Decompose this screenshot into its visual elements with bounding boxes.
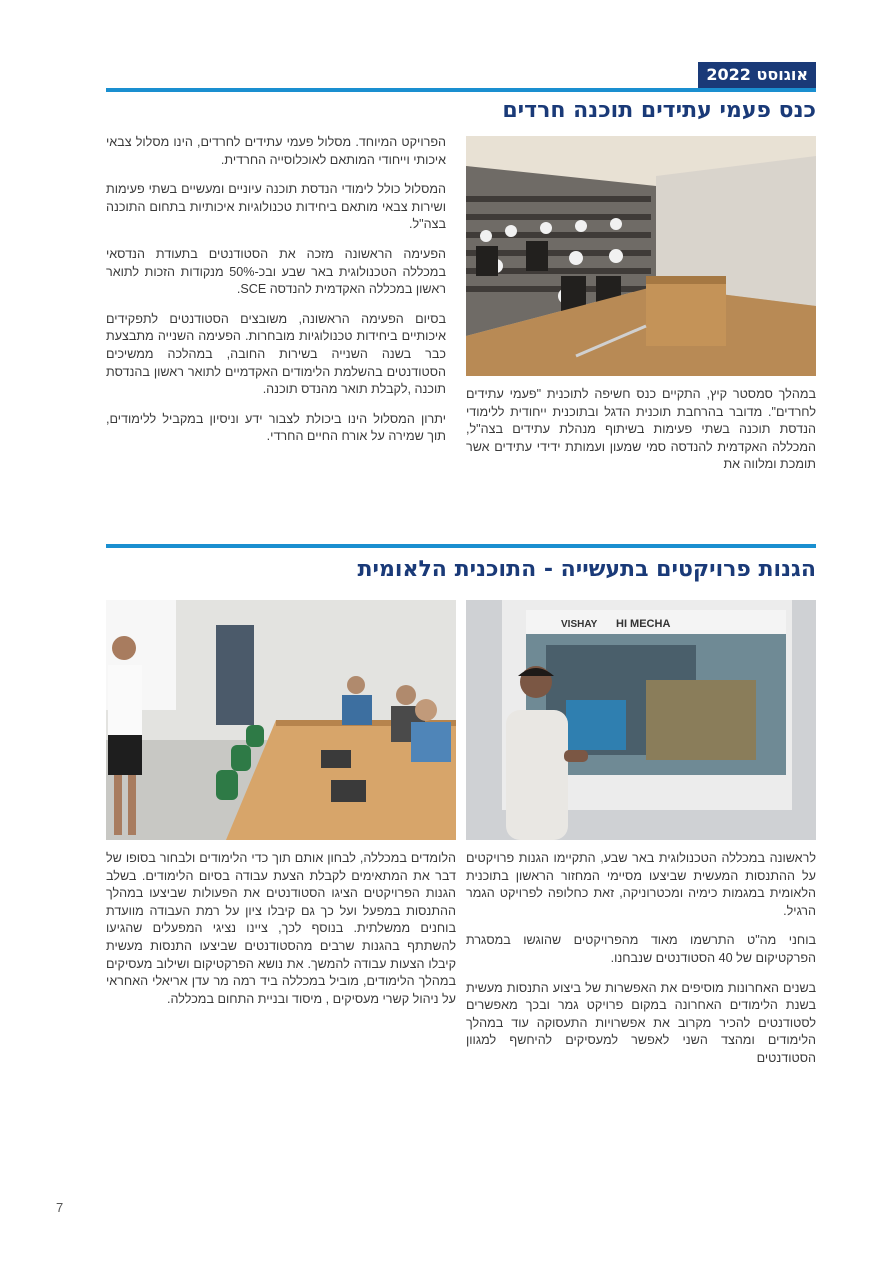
- section2-title: הגנות פרויקטים בתעשייה - התוכנית הלאומית: [357, 557, 816, 582]
- projector-logo: VISHAY: [561, 619, 598, 630]
- section2-left-body: [106, 850, 456, 1020]
- page-number: 7: [56, 1200, 64, 1215]
- section1-top-rule: [106, 88, 816, 92]
- panel-photo: [106, 600, 456, 840]
- section1-paragraph: הפרויקט המיוחד. מסלול פעמי עתידים לחרדים, הינו מסלול צבאי איכותי וייחודי המותאם לאוכלוסייה החרדית.: [106, 135, 446, 167]
- section1-paragraph: הפעימה הראשונה מזכה את הסטודנטים בתעודת הנדסאי במכללה הטכנולוגית באר שבע ובכ-50% מנקודות הזכות לתואר ראשון במכללה האקדמית להנדסה SCE.: [106, 246, 446, 297]
- projector-title: HI MECHA: [616, 618, 671, 630]
- section2-right-body: [466, 850, 816, 1080]
- section1-body: [106, 134, 446, 458]
- section1-paragraph: המסלול כולל לימודי הנדסת תוכנה עיוניים ומעשיים בשתי פעימות ושירות צבאי מותאם ביחידות טכנולוגיות איכותיות בתחום התוכנה בצה"ל.: [106, 182, 446, 232]
- section2-top-rule: [106, 544, 816, 548]
- section2-paragraph: הלומדים במכללה, לבחון אותם תוך כדי הלימודים ולבחור בסופו של דבר את המתאימים לקבלת הצעת עבודה בסיום הלימודים. בשלב הגנות הפרויקטים הציגו הסטודנטים את הפעולות שביצעו במהלך ההתנסות במפעל ועל כך גם קיבלו ציון על רמת העבודה מוועדת בוחנים ממשלתית. בנוסף לכך, ציינו נציגי המפעלים שהגיעו להשתתף בהגנות שרבים מהסטודנטים שביצעו התנסות מעשית קיבלו הצעות עבודה להמשך. את נושא הפרקטיקום ושילוב מעסיקים במהלך הלימודים, מוביל במכללה ביד רמה מר עדן אריאלי האחראי על ניהול קשרי מעסיקים , מיסוד ובניית התחום במכללה.: [106, 851, 456, 1006]
- section1-caption: [466, 386, 816, 486]
- section1-caption-paragraph: במהלך סמסטר קיץ, התקיים כנס חשיפה לתוכנית "פעמי עתידים לחרדים". מדובר בהרחבת תוכנית הדגל ובתוכנית ייחודית ללימודי הנדסת תוכנה בשתי פעימות בשיתוף מנהלת עתידים בצה"ל, המכללה האקדמית להנדסה סמי שמעון ועמותת ידידי עתידים אשר תומכת ומלווה את: [466, 387, 816, 472]
- section2-paragraph: בוחני מה"ט התרשמו מאוד מהפרויקטים שהוגשו במסגרת הפרקטיקום של 40 הסטודנטים שנבחנו.: [466, 933, 816, 965]
- section1-paragraph: בסיום הפעימה הראשונה, משובצים הסטודנטים לתפקידים איכותיים ביחידות טכנולוגיות מובחרות. הפעימה השנייה מתבצעת כבר בשנה השנייה בשירות החובה, במהלכה ממשיכים הסטודנטים בהשלמת הלימודים האקדמיים לתואר ראשון בהנדסת תוכנה ,לקבלת תואר מהנדס תוכנה.: [106, 311, 446, 397]
- section1-paragraph: יתרון המסלול הינו ביכולת לצבור ידע וניסיון במקביל ללימודים, תוך שמירה על אורח החיים החרדי.: [106, 411, 446, 444]
- section1-title: כנס פעמי עתידים תוכנה חרדים: [502, 98, 816, 123]
- lecture-hall-photo: [466, 136, 816, 376]
- presentation-photo: [466, 600, 816, 840]
- section2-paragraph: לראשונה במכללה הטכנולוגית באר שבע, התקיימו הגנות פרויקטים על ההתנסות המעשית שביצעו מסיימי המחזור הראשון בתוכנית הלאומית במגמות כימיה ומכטרוניקה, זאת כחלופה לפרויקט הגמר הרגיל.: [466, 851, 816, 918]
- section2-paragraph: בשנים האחרונות מוסיפים את האפשרות של ביצוע התנסות מעשית בשנת הלימודים האחרונה במקום פרויקט גמר ובכך מאפשרים לסטודנטים להכיר מקרוב את אפשרויות התעסוקה עוד במהלך הלימודים ומהצד השני לאפשר למעסיקים להיחשף למגוון הסטודנטים: [466, 980, 816, 1065]
- date-badge: אוגוסט 2022: [698, 62, 816, 88]
